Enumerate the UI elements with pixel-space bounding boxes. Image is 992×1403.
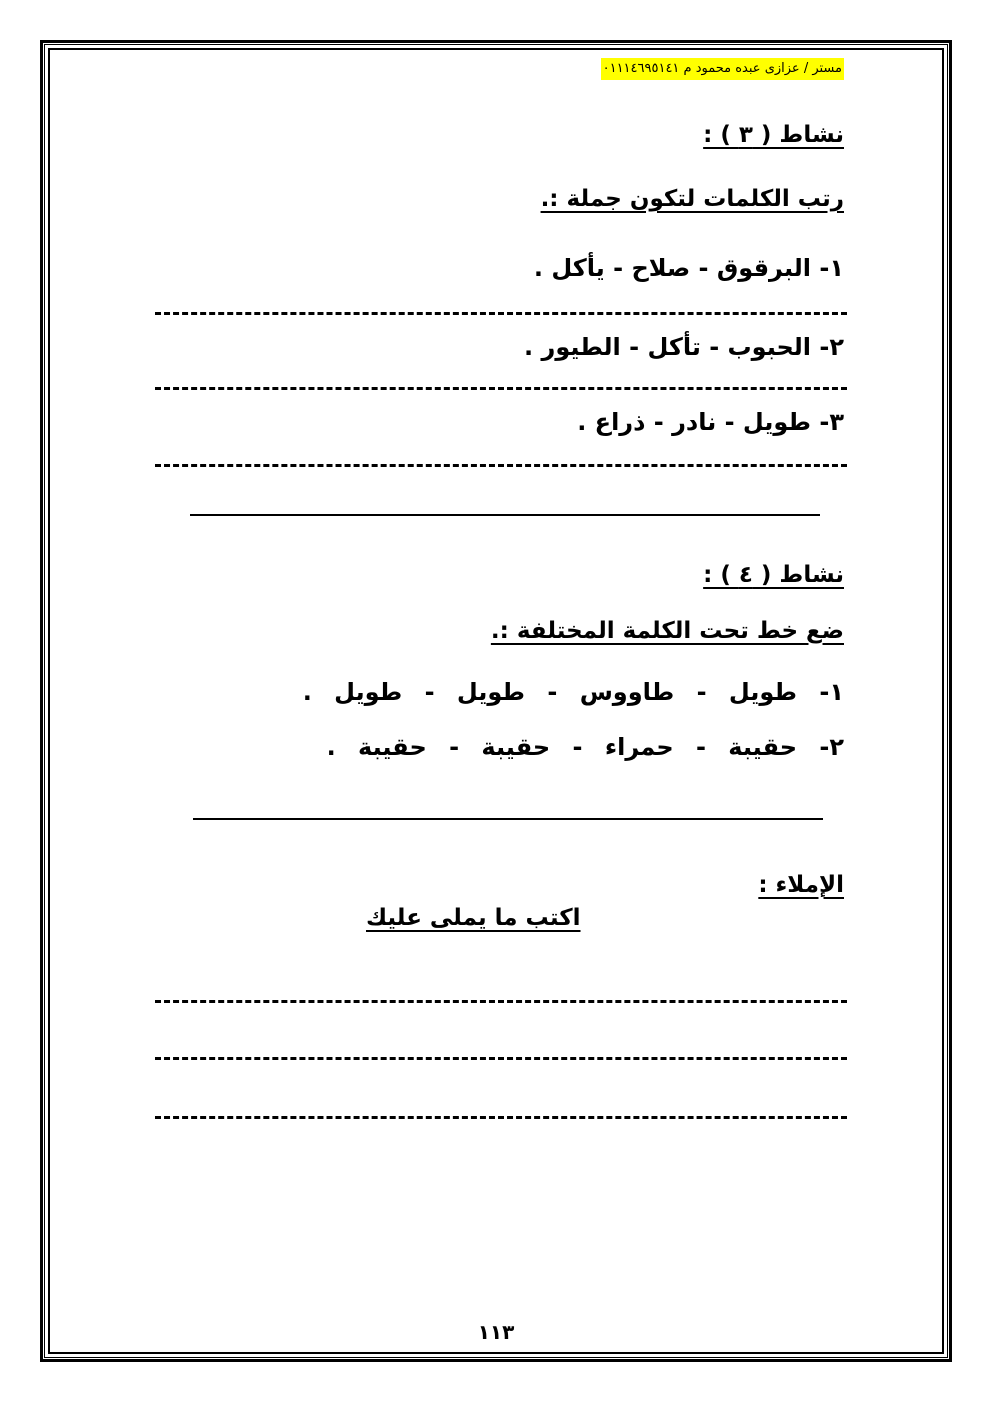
section-divider [193,818,823,820]
activity-4-instruction: ضع خط تحت الكلمة المختلفة :. [490,618,844,644]
activity-3-item-3: ٣- طويل - نادر - ذراع . [577,408,844,436]
activity-4-item-1[interactable]: ١- طويل - طاووس - طويل - طويل . [302,678,844,706]
activity-4-title: نشاط ( ٤ ) : [703,562,844,588]
activity-3-item-1: ١- البرقوق - صلاح - يأكل . [533,254,844,282]
dictation-title: الإملاء : [758,872,844,898]
dictation-answer-line[interactable] [155,1116,847,1119]
answer-line[interactable] [155,464,847,467]
activity-3-instruction: رتب الكلمات لتكون جملة :. [540,186,844,212]
answer-line[interactable] [155,312,847,315]
dictation-answer-line[interactable] [155,1057,847,1060]
section-divider [190,514,820,516]
activity-4-item-2[interactable]: ٢- حقيبة - حمراء - حقيبة - حقيبة . [326,733,844,761]
dictation-instruction: اكتب ما يملى عليك [366,905,581,931]
teacher-contact-note: مستر / عزازى عبده محمود م ٠١١١٤٦٩٥١٤١ [601,58,844,80]
activity-3-item-2: ٢- الحبوب - تأكل - الطيور . [524,333,844,361]
dictation-answer-line[interactable] [155,1000,847,1003]
activity-3-title: نشاط ( ٣ ) : [703,122,844,148]
page-number: ١١٣ [477,1320,515,1344]
answer-line[interactable] [155,387,847,390]
